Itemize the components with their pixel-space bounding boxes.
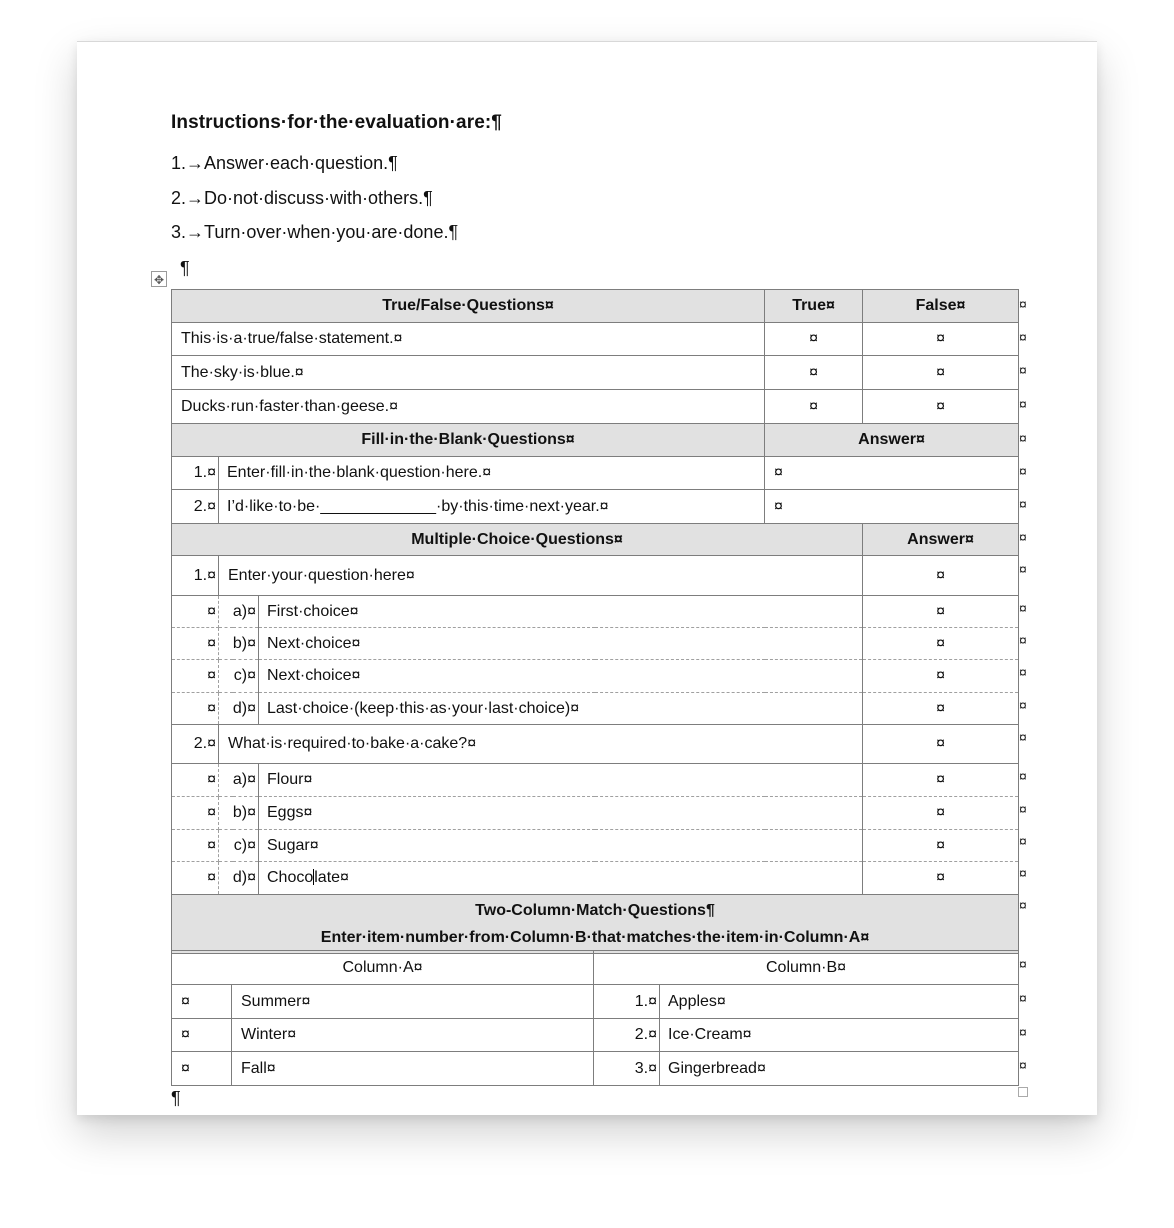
row-end-mark: ¤: [1019, 664, 1027, 680]
matching-header-row: [172, 895, 1019, 954]
column-a-item: Summer¤: [232, 985, 594, 1019]
choice-text-with-cursor[interactable]: [259, 862, 863, 895]
matching-header-instructions: Enter·item·number·from·Column·B·that·matches·the·item·in·Column·A¤: [320, 929, 870, 946]
matching-table: [171, 950, 1019, 1086]
match-answer-cell[interactable]: ¤: [172, 1052, 232, 1086]
row-end-mark: ¤: [1019, 600, 1027, 616]
false-column-header: False¤: [863, 290, 1019, 323]
false-answer-cell[interactable]: ¤: [863, 323, 1019, 356]
multiple-choice-question[interactable]: Enter·your·question·here¤: [219, 556, 863, 596]
table-row: [172, 660, 1019, 693]
row-end-mark: ¤: [1019, 768, 1027, 784]
choice-spacer-cell: ¤: [172, 596, 219, 628]
fill-blank-question[interactable]: I’d·like·to·be·_____________·by·this·time·next·year.¤: [219, 490, 765, 524]
table-row: [172, 596, 1019, 628]
table-row: [172, 830, 1019, 862]
instructions-heading: Instructions·for·the·evaluation·are:¶: [171, 112, 502, 133]
fill-blank-header: Fill·in·the·Blank·Questions¤: [172, 424, 765, 457]
question-number: 2.¤: [172, 725, 219, 764]
row-end-mark: ¤: [1019, 362, 1027, 378]
choice-letter: d)¤: [219, 862, 259, 895]
choice-spacer-cell: ¤: [172, 693, 219, 725]
choice-text[interactable]: First·choice¤: [259, 596, 863, 628]
choice-answer-cell[interactable]: ¤: [863, 628, 1019, 660]
choice-letter: d)¤: [219, 693, 259, 725]
row-end-mark: ¤: [1019, 296, 1027, 312]
instruction-item-1: 1.→Answer·each·question.¶: [171, 153, 398, 173]
true-false-header-row: [172, 290, 1019, 323]
table-row: [172, 1052, 1019, 1086]
choice-answer-cell[interactable]: ¤: [863, 596, 1019, 628]
choice-spacer-cell: ¤: [172, 830, 219, 862]
choice-letter: b)¤: [219, 797, 259, 830]
row-end-mark: ¤: [1019, 833, 1027, 849]
choice-answer-cell[interactable]: ¤: [863, 797, 1019, 830]
question-number: 2.¤: [172, 490, 219, 524]
row-end-mark: ¤: [1019, 897, 1027, 913]
table-row: [172, 725, 1019, 764]
row-end-mark: ¤: [1019, 529, 1027, 545]
row-end-mark: ¤: [1019, 463, 1027, 479]
choice-letter: a)¤: [219, 596, 259, 628]
choice-text[interactable]: Flour¤: [259, 764, 863, 797]
row-end-mark: ¤: [1019, 1024, 1027, 1040]
choice-text-after-cursor: late¤: [314, 869, 349, 887]
table-row: [172, 490, 1019, 524]
choice-spacer-cell: ¤: [172, 628, 219, 660]
choice-text[interactable]: Last·choice·(keep·this·as·your·last·choice)¤: [259, 693, 863, 725]
row-end-mark: ¤: [1019, 801, 1027, 817]
column-b-number: 3.¤: [594, 1052, 660, 1086]
choice-letter: c)¤: [219, 830, 259, 862]
column-a-item: Fall¤: [232, 1052, 594, 1086]
column-a-header: Column·A¤: [172, 951, 594, 985]
choice-text-before-cursor: Choco: [267, 869, 314, 887]
choice-letter: a)¤: [219, 764, 259, 797]
true-answer-cell[interactable]: ¤: [765, 390, 863, 424]
false-answer-cell[interactable]: ¤: [863, 390, 1019, 424]
choice-letter: c)¤: [219, 660, 259, 693]
choice-text[interactable]: Sugar¤: [259, 830, 863, 862]
row-end-mark: ¤: [1019, 956, 1027, 972]
table-row: [172, 985, 1019, 1019]
instruction-item-2: 2.→Do·not·discuss·with·others.¶: [171, 188, 433, 208]
column-b-item: Ice·Cream¤: [660, 1019, 1019, 1052]
row-end-mark: ¤: [1019, 396, 1027, 412]
matching-header-title: Two-Column·Match·Questions¶: [475, 902, 715, 919]
match-answer-cell[interactable]: ¤: [172, 985, 232, 1019]
row-end-mark: ¤: [1019, 697, 1027, 713]
match-answer-cell[interactable]: ¤: [172, 1019, 232, 1052]
choice-text[interactable]: Next·choice¤: [259, 660, 863, 693]
true-false-statement[interactable]: The·sky·is·blue.¤: [172, 356, 765, 390]
table-row: [172, 862, 1019, 895]
choice-answer-cell[interactable]: ¤: [863, 830, 1019, 862]
question-number: 1.¤: [172, 556, 219, 596]
trailing-paragraph-mark: ¶: [171, 1088, 181, 1108]
empty-paragraph-mark: ¶: [180, 258, 190, 278]
column-b-header: Column·B¤: [594, 951, 1019, 985]
multiple-choice-header: Multiple·Choice·Questions¤: [172, 524, 863, 556]
row-end-mark: ¤: [1019, 990, 1027, 1006]
true-false-statement[interactable]: Ducks·run·faster·than·geese.¤: [172, 390, 765, 424]
multiple-choice-header-row: [172, 524, 1019, 556]
fill-blank-answer-header: Answer¤: [765, 424, 1019, 457]
false-answer-cell[interactable]: ¤: [863, 356, 1019, 390]
multiple-choice-question[interactable]: What·is·required·to·bake·a·cake?¤: [219, 725, 863, 764]
table-row: [172, 457, 1019, 490]
row-end-mark: ¤: [1019, 632, 1027, 648]
row-end-mark: ¤: [1019, 496, 1027, 512]
choice-text[interactable]: Next·choice¤: [259, 628, 863, 660]
column-b-item: Apples¤: [660, 985, 1019, 1019]
multiple-choice-answer-cell[interactable]: ¤: [863, 556, 1019, 596]
choice-text[interactable]: Eggs¤: [259, 797, 863, 830]
row-end-mark: ¤: [1019, 430, 1027, 446]
fill-blank-answer-cell[interactable]: ¤: [765, 457, 1019, 490]
multiple-choice-answer-header: Answer¤: [863, 524, 1019, 556]
row-end-mark: ¤: [1019, 865, 1027, 881]
column-b-number: 2.¤: [594, 1019, 660, 1052]
true-answer-cell[interactable]: ¤: [765, 356, 863, 390]
choice-answer-cell[interactable]: ¤: [863, 693, 1019, 725]
table-row: [172, 1019, 1019, 1052]
table-row: [172, 390, 1019, 424]
true-answer-cell[interactable]: ¤: [765, 323, 863, 356]
table-row: [172, 356, 1019, 390]
column-b-number: 1.¤: [594, 985, 660, 1019]
true-column-header: True¤: [765, 290, 863, 323]
choice-spacer-cell: ¤: [172, 862, 219, 895]
choice-answer-cell[interactable]: ¤: [863, 764, 1019, 797]
table-row: [172, 628, 1019, 660]
choice-spacer-cell: ¤: [172, 764, 219, 797]
choice-answer-cell[interactable]: ¤: [863, 660, 1019, 693]
row-end-mark: ¤: [1019, 329, 1027, 345]
table-row: [172, 797, 1019, 830]
row-end-mark: ¤: [1019, 729, 1027, 745]
choice-spacer-cell: ¤: [172, 660, 219, 693]
move-arrows-icon[interactable]: ✥: [151, 271, 167, 287]
questions-table: [171, 289, 1019, 954]
table-row: [172, 556, 1019, 596]
row-end-mark: ¤: [1019, 1057, 1027, 1073]
fill-blank-answer-cell[interactable]: ¤: [765, 490, 1019, 524]
column-b-item: Gingerbread¤: [660, 1052, 1019, 1086]
choice-answer-cell[interactable]: ¤: [863, 862, 1019, 895]
fill-blank-question[interactable]: Enter·fill·in·the·blank·question·here.¤: [219, 457, 765, 490]
question-number: 1.¤: [172, 457, 219, 490]
true-false-statement[interactable]: This·is·a·true/false·statement.¤: [172, 323, 765, 356]
true-false-header: True/False·Questions¤: [172, 290, 765, 323]
column-a-item: Winter¤: [232, 1019, 594, 1052]
choice-letter: b)¤: [219, 628, 259, 660]
table-row: [172, 323, 1019, 356]
matching-header: [172, 895, 1019, 954]
row-end-mark: ¤: [1019, 561, 1027, 577]
instruction-item-3: 3.→Turn·over·when·you·are·done.¶: [171, 222, 459, 242]
multiple-choice-answer-cell[interactable]: ¤: [863, 725, 1019, 764]
table-row: [172, 764, 1019, 797]
choice-spacer-cell: ¤: [172, 797, 219, 830]
table-row: [172, 693, 1019, 725]
fill-blank-header-row: [172, 424, 1019, 457]
table-resize-handle[interactable]: [1018, 1087, 1028, 1097]
matching-column-header-row: [172, 951, 1019, 985]
